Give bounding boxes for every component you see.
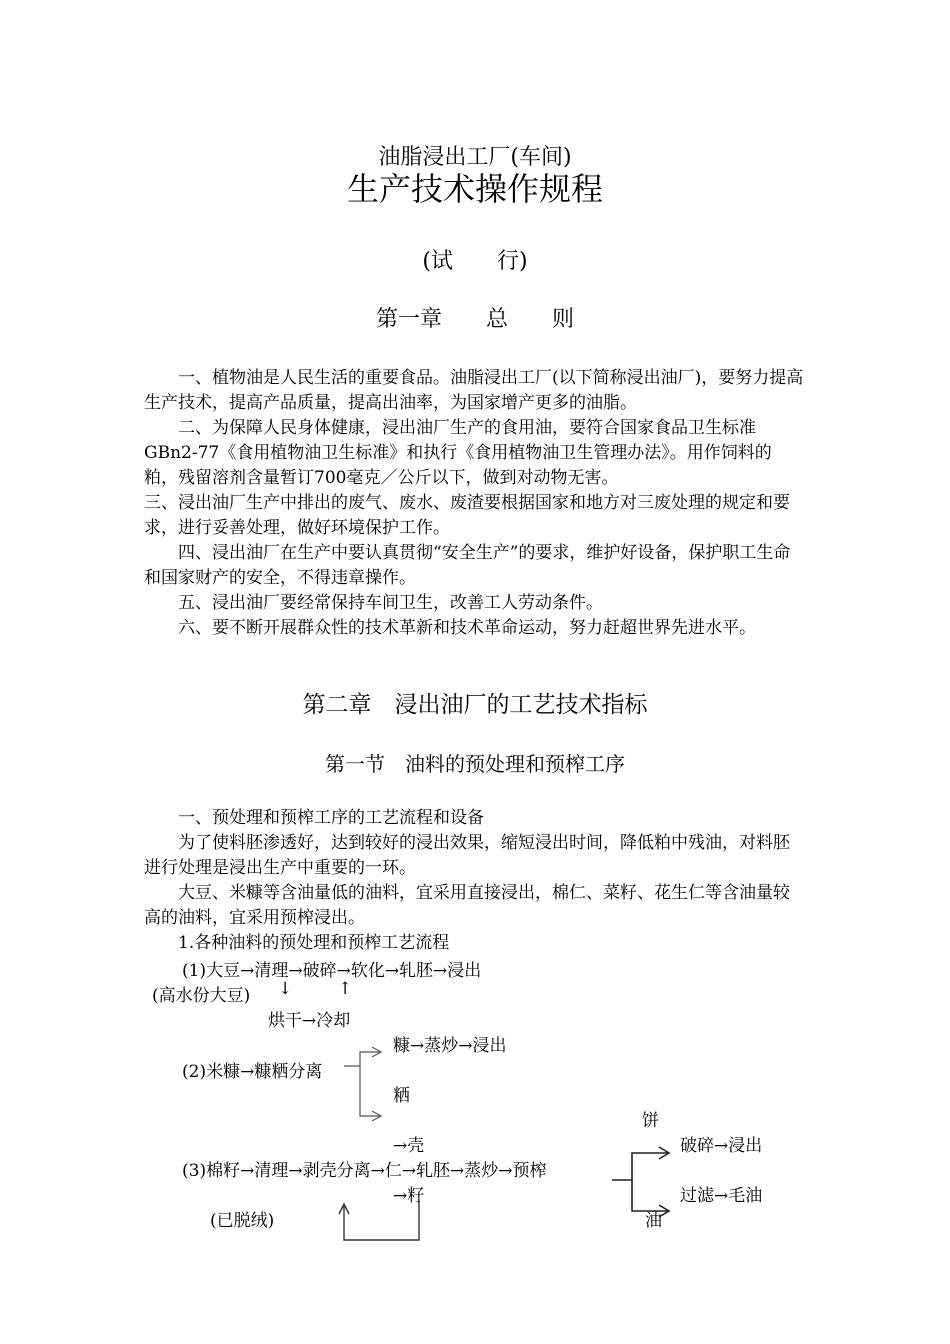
- seed-return-connector: [339, 1200, 419, 1240]
- document-title: 生产技术操作规程: [346, 170, 603, 208]
- chapter-2-paragraph: 1.各种油料的预处理和预榨工艺流程: [144, 933, 450, 953]
- flow-cotton-shell: →壳: [393, 1136, 425, 1156]
- down-arrow-icon: ↓: [278, 979, 293, 999]
- flow-oil-path: 过滤→毛油: [680, 1186, 763, 1206]
- bran-split-connector: [344, 1047, 381, 1121]
- flow-soybean-line: (1)大豆→清理→破碎→软化→轧胚→浸出: [182, 961, 482, 981]
- flow-cake-path: 破碎→浸出: [680, 1136, 763, 1156]
- flow-cake-label: 饼: [642, 1111, 659, 1131]
- chapter-1-paragraph: 六、要不断开展群众性的技术革新和技术革命运动，努力赶超世界先进水平。: [144, 618, 756, 638]
- document-subtitle: 油脂浸出工厂(车间): [378, 145, 572, 170]
- cake-oil-split-connector: [612, 1147, 669, 1217]
- chapter-2-paragraph: 为了使料胚渗透好，达到较好的浸出效果，缩短浸出时间，降低粕中残油，对料胚进行处理是浸出生产中重要的一环。: [144, 833, 790, 878]
- chapter-1-paragraph: 三、浸出油厂生产中排出的废气、废水、废渣要根据国家和地方对三废处理的规定和要求，进行妥善处理，做好环境保护工作。: [144, 493, 790, 538]
- chapter-1-paragraph: 五、浸出油厂要经常保持车间卫生，改善工人劳动条件。: [144, 593, 603, 613]
- flow-oil-label: 油: [645, 1211, 662, 1231]
- flow-cotton-note: (已脱绒): [210, 1211, 275, 1231]
- chapter-2-paragraph: 一、预处理和预榨工序的工艺流程和设备: [144, 808, 484, 828]
- chapter-1-paragraph: 四、浸出油厂在生产中要认真贯彻“安全生产”的要求，维护好设备，保护职工生命和国家财产的安全，不得违章操作。: [144, 543, 791, 588]
- flow-soybean-branch: 烘干→冷却: [268, 1011, 351, 1031]
- chapter-2-heading: 第二章 浸出油厂的工艺技术指标: [302, 692, 648, 718]
- flow-bran-line: (2)米糠→糠粞分离: [182, 1062, 323, 1082]
- chapter-2-paragraph: 大豆、米糠等含油量低的油料，宜采用直接浸出，棉仁、菜籽、花生仁等含油量较高的油料，宜采用预榨浸出。: [144, 883, 790, 928]
- flow-bran-top: 糠→蒸炒→浸出: [393, 1036, 507, 1056]
- flow-cotton-seed: →籽: [393, 1186, 425, 1206]
- section-1-heading: 第一节 油料的预处理和预榨工序: [325, 752, 625, 776]
- trial-label: (试 行): [422, 249, 528, 274]
- flow-bran-bottom: 粞: [393, 1086, 410, 1106]
- chapter-1-paragraph: 二、为保障人民身体健康，浸出油厂生产的食用油，要符合国家食品卫生标准GBn2-77《食用植物油卫生标准》和执行《食用植物油卫生管理办法》。用作饲料的粕，残留溶剂含量暂订700毫克／公斤以下，做到对动物无害。: [144, 418, 772, 488]
- flow-cotton-line: (3)棉籽→清理→剥壳分离→仁→轧胚→蒸炒→预榨: [182, 1161, 547, 1181]
- up-arrow-icon: ↑: [338, 979, 353, 999]
- chapter-1-paragraph: 一、植物油是人民生活的重要食品。油脂浸出工厂(以下简称浸出油厂)，要努力提高生产技术，提高产品质量，提高出油率，为国家增产更多的油脂。: [144, 368, 804, 413]
- chapter-1-heading: 第一章 总 则: [375, 307, 574, 332]
- flow-soybean-note: (高水份大豆): [152, 986, 251, 1006]
